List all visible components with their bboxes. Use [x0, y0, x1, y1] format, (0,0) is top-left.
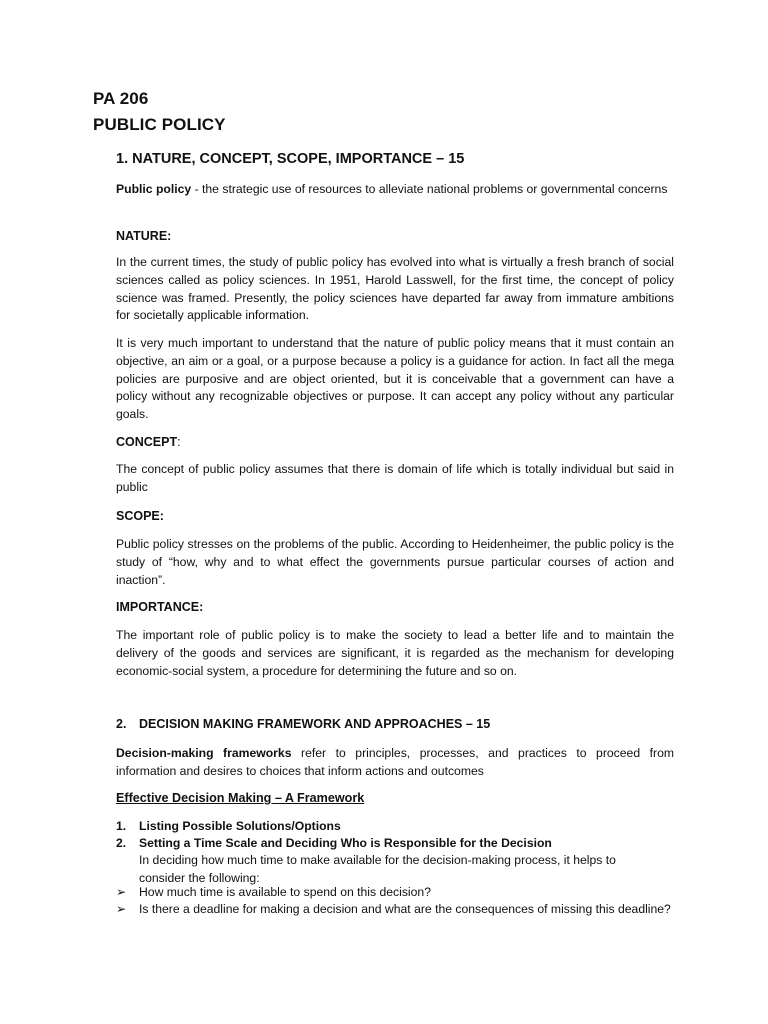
- dmf-term: Decision-making frameworks: [116, 746, 292, 760]
- course-title: PUBLIC POLICY: [93, 115, 226, 134]
- concept-heading-colon: :: [177, 435, 181, 449]
- nature-paragraph-2: It is very much important to understand that the nature of public policy means that it must contain an objective, an aim or a goal, or a purpose because a policy is a guidance for action. In fact all the mega policies are purposive and are object oriented, but it is conceivable that a government can have a policy without any recognizable objectives or purpose. It can accept any policy without any particular goals.: [116, 336, 674, 422]
- section2-number: 2.: [116, 717, 127, 731]
- course-code: PA 206: [93, 89, 149, 108]
- scope-heading: SCOPE:: [116, 509, 164, 523]
- public-policy-definition: [116, 181, 674, 199]
- bullet-item: [116, 884, 676, 902]
- arrow-bullet-icon: ➢: [116, 885, 127, 899]
- section1-heading: 1. NATURE, CONCEPT, SCOPE, IMPORTANCE – 15: [116, 151, 465, 167]
- bullet-text: How much time is available to spend on this decision?: [139, 885, 431, 899]
- importance-heading: IMPORTANCE:: [116, 600, 204, 614]
- concept-heading: [116, 435, 181, 449]
- section2-heading: [116, 717, 490, 731]
- list-item: [116, 835, 676, 853]
- public-policy-def: - the strategic use of resources to alleviate national problems or governmental concerns: [191, 182, 668, 196]
- nature-paragraph-1: In the current times, the study of public policy has evolved into what is virtually a fresh branch of social sciences called as policy sciences. In 1951, Harold Lasswell, for the first time, the concept of policy science was framed. Presently, the policy sciences have departed far away from immature ambitions for societally applicable information.: [116, 255, 674, 323]
- section2-heading-text: DECISION MAKING FRAMEWORK AND APPROACHES – 15: [139, 717, 491, 731]
- list-item-text: Listing Possible Solutions/Options: [139, 819, 341, 833]
- concept-heading-text: CONCEPT: [116, 435, 178, 449]
- nature-heading: NATURE:: [116, 229, 172, 243]
- dmf-def: refer to principles, processes, and practices to proceed from information and desires to choices that inform actions and outcomes: [116, 746, 675, 778]
- bullet-text: Is there a deadline for making a decision and what are the consequences of missing this deadline?: [139, 902, 671, 916]
- list-item-note: [116, 852, 656, 888]
- framework-heading: Effective Decision Making – A Framework: [116, 791, 365, 805]
- arrow-bullet-icon: ➢: [116, 902, 127, 916]
- list-marker: 2.: [116, 836, 127, 850]
- list-item: [116, 818, 676, 836]
- list-item-text: Setting a Time Scale and Deciding Who is Responsible for the Decision: [139, 836, 552, 850]
- importance-paragraph: The important role of public policy is to make the society to lead a better life and to maintain the delivery of the goods and services are significant, it is regarded as the mechanism for developing economic-social system, a procedure for determining the future and so on.: [116, 628, 674, 678]
- public-policy-term: Public policy: [116, 182, 192, 196]
- bullet-item: [116, 901, 676, 919]
- concept-paragraph: The concept of public policy assumes that there is domain of life which is totally individual but said in public: [116, 462, 674, 494]
- list-marker: 1.: [116, 819, 127, 833]
- dmf-definition: [116, 745, 674, 781]
- scope-paragraph: Public policy stresses on the problems of the public. According to Heidenheimer, the public policy is the study of “how, why and to what effect the governments pursue particular courses of action and inaction”.: [116, 537, 674, 587]
- list-note-text: In deciding how much time to make available for the decision-making process, it helps to consider the following:: [139, 853, 616, 885]
